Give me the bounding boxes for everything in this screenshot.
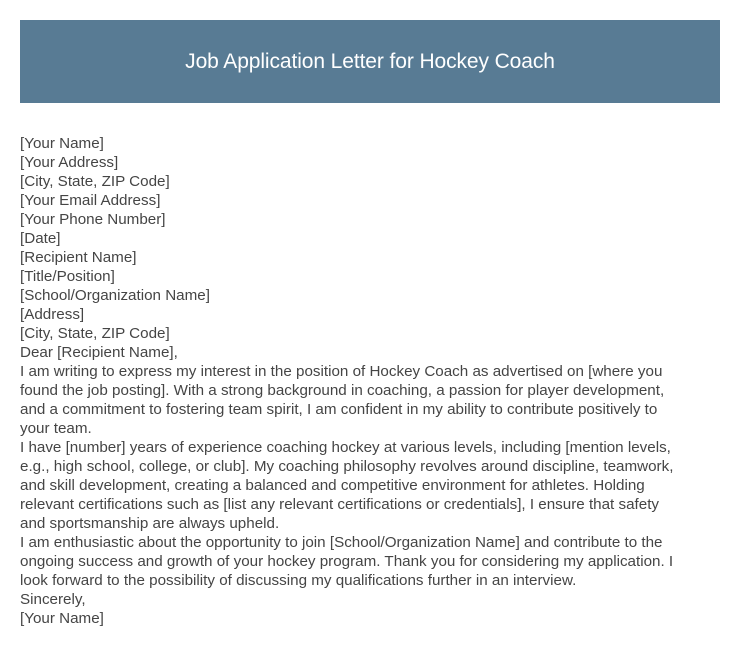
letter-line: [Recipient Name]: [20, 249, 137, 266]
letter-line: [Your Name]: [20, 610, 104, 627]
letter-line: [School/Organization Name]: [20, 287, 210, 304]
letter-line: I have [number] years of experience coaching hockey at various levels, including [mention levels,: [20, 439, 671, 456]
letter-line: relevant certifications such as [list any relevant certifications or credentials], I ensure that safety: [20, 496, 660, 513]
letter-line: [City, State, ZIP Code]: [20, 173, 170, 190]
letter-line: look forward to the possibility of discussing my qualifications further in an interview.: [20, 572, 577, 589]
letter-line: [Title/Position]: [20, 268, 115, 285]
letter-line: [City, State, ZIP Code]: [20, 325, 170, 342]
letter-line: [Your Name]: [20, 135, 104, 152]
letter-line: [Address]: [20, 306, 85, 323]
letter-line: and sportsmanship are always upheld.: [20, 515, 280, 532]
letter-line: [Your Phone Number]: [20, 211, 166, 228]
letter-line: [Date]: [20, 230, 61, 247]
letter-line: and skill development, creating a balanced and competitive environment for athletes. Holding: [20, 477, 645, 494]
letter-line: [Your Email Address]: [20, 192, 161, 209]
letter-line: I am writing to express my interest in the position of Hockey Coach as advertised on [where you: [20, 363, 663, 380]
letter-line: Sincerely,: [20, 591, 86, 608]
letter-line: found the job posting]. With a strong background in coaching, a passion for player development,: [20, 382, 665, 399]
page-title: Job Application Letter for Hockey Coach: [185, 49, 555, 73]
letter-line: ongoing success and growth of your hockey program. Thank you for considering my application. I: [20, 553, 674, 570]
title-banner: [20, 20, 720, 103]
letter-body: [20, 134, 725, 628]
letter-line: Dear [Recipient Name],: [20, 344, 178, 361]
letter-line: e.g., high school, college, or club]. My coaching philosophy revolves around discipline, teamwork,: [20, 458, 674, 475]
letter-line: and a commitment to fostering team spirit, I am confident in my ability to contribute positively to: [20, 401, 658, 418]
letter-line: your team.: [20, 420, 92, 437]
letter-line: [Your Address]: [20, 154, 119, 171]
letter-line: I am enthusiastic about the opportunity to join [School/Organization Name] and contribute to the: [20, 534, 663, 551]
